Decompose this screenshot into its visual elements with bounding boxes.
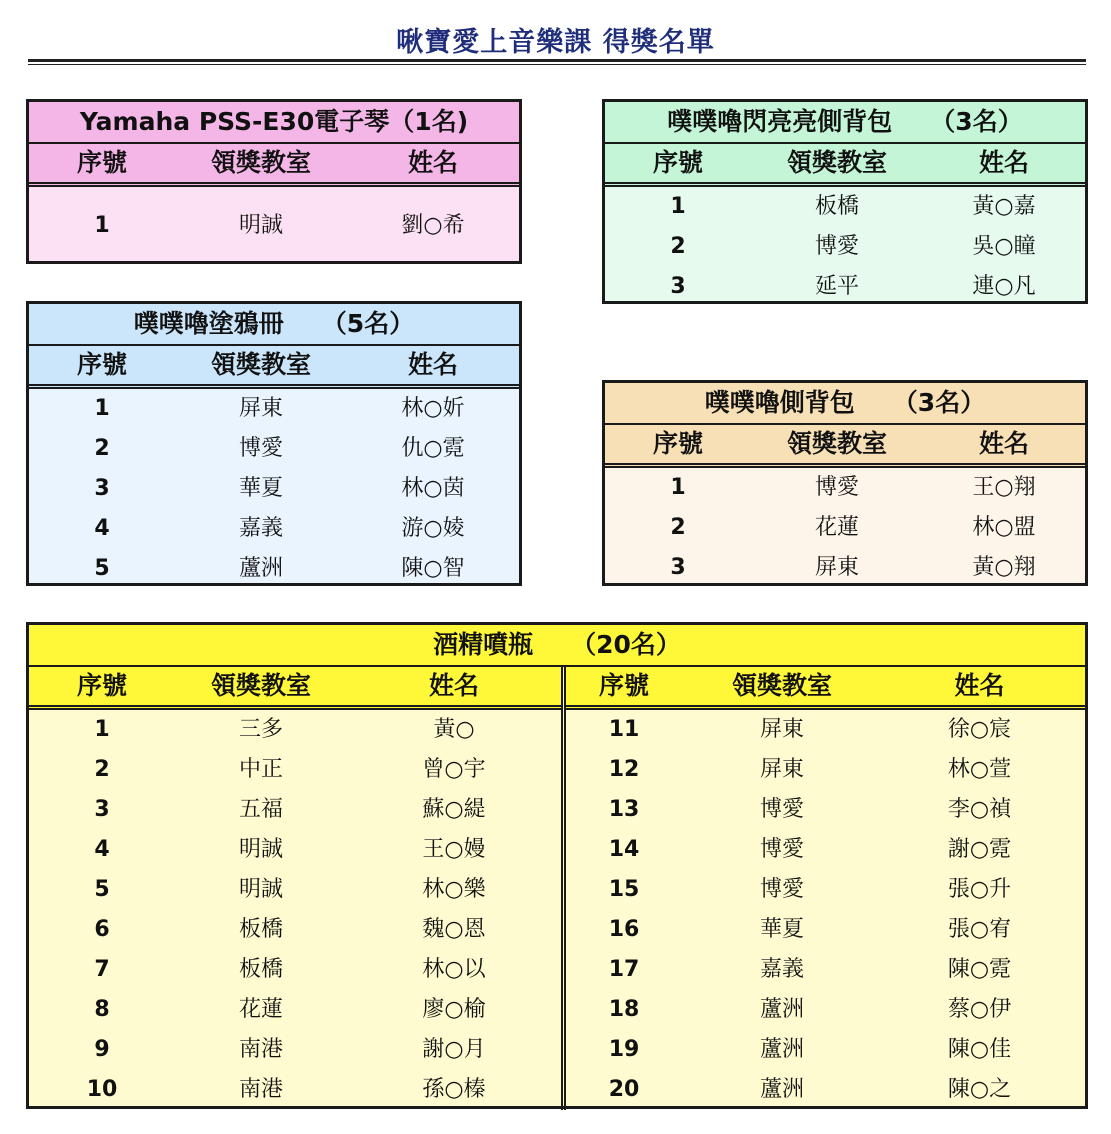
prize-title-main: 酒精噴瓶 xyxy=(433,630,534,659)
winner-row xyxy=(29,187,519,265)
winner-classroom: 明誠 xyxy=(238,877,283,902)
winner-list xyxy=(605,468,1085,588)
winner-classroom: 花蓮 xyxy=(814,515,859,540)
winner-classroom: 明誠 xyxy=(238,213,283,238)
winner-name: 蘇○緹 xyxy=(422,797,486,822)
column-header-row xyxy=(605,425,1085,468)
winner-classroom: 蘆洲 xyxy=(759,1037,804,1062)
winner-row xyxy=(566,1030,1085,1070)
winner-classroom: 屏東 xyxy=(814,555,859,580)
winner-list xyxy=(29,389,519,589)
winner-no: 4 xyxy=(94,516,110,541)
winner-row xyxy=(566,830,1085,870)
winner-row xyxy=(29,429,519,469)
winner-classroom: 華夏 xyxy=(238,476,283,501)
winner-no: 9 xyxy=(94,1037,110,1062)
winner-no: 11 xyxy=(608,717,640,742)
header-name: 姓名 xyxy=(428,671,479,700)
winner-name: 吳○瞳 xyxy=(972,234,1036,259)
prize-title-count: （3名） xyxy=(892,388,986,417)
winner-classroom: 屏東 xyxy=(238,396,283,421)
winner-no: 6 xyxy=(94,917,110,942)
winner-row xyxy=(29,830,561,870)
winner-classroom: 博愛 xyxy=(759,877,804,902)
winner-classroom: 中正 xyxy=(238,757,283,782)
winner-row xyxy=(605,508,1085,548)
winner-no: 13 xyxy=(608,797,640,822)
winner-name: 謝○月 xyxy=(422,1037,486,1062)
prize-title: Yamaha PSS-E30電子琴（1名) xyxy=(29,102,519,144)
winner-name: 林○樂 xyxy=(422,877,486,902)
title-underline-thin xyxy=(28,64,1086,65)
winner-no: 8 xyxy=(94,997,110,1022)
column-header-row xyxy=(605,144,1085,187)
winner-no: 5 xyxy=(94,556,110,581)
prize-table-keyboard xyxy=(26,99,522,264)
winner-name: 魏○恩 xyxy=(422,917,486,942)
winner-no: 1 xyxy=(670,194,686,219)
winner-name: 王○翔 xyxy=(972,475,1036,500)
header-no: 序號 xyxy=(76,148,127,177)
winner-row xyxy=(29,1070,561,1110)
winner-name: 林○茵 xyxy=(401,476,465,501)
winner-no: 3 xyxy=(94,797,110,822)
winner-no: 1 xyxy=(94,396,110,421)
winner-no: 17 xyxy=(608,957,640,982)
winner-name: 黃○嘉 xyxy=(972,194,1036,219)
winner-column-left xyxy=(29,667,566,1110)
winner-row xyxy=(29,790,561,830)
winner-name: 張○宥 xyxy=(947,917,1012,942)
winner-name: 林○萱 xyxy=(947,757,1012,782)
winner-name: 林○盟 xyxy=(972,515,1036,540)
winner-row xyxy=(566,1070,1085,1110)
page-title: 啾寶愛上音樂課 得獎名單 xyxy=(396,27,715,58)
winner-row xyxy=(29,549,519,589)
winner-name: 陳○智 xyxy=(401,556,465,581)
header-name: 姓名 xyxy=(954,671,1005,700)
winner-name: 蔡○伊 xyxy=(947,997,1012,1022)
prize-title-count: （5名） xyxy=(321,309,415,338)
winner-classroom: 蘆洲 xyxy=(759,997,804,1022)
winner-row xyxy=(566,950,1085,990)
prize-title-count: （3名） xyxy=(930,107,1023,136)
header-no: 序號 xyxy=(652,429,703,458)
winner-no: 12 xyxy=(608,757,640,782)
winner-classroom: 五福 xyxy=(238,797,283,822)
winner-name: 陳○佳 xyxy=(947,1037,1012,1062)
winner-name: 謝○霓 xyxy=(947,837,1012,862)
prize-table-sanitizer xyxy=(26,622,1088,1109)
winner-no: 1 xyxy=(670,475,686,500)
column-header-row xyxy=(29,346,519,389)
winner-no: 1 xyxy=(94,717,110,742)
winner-classroom: 屏東 xyxy=(759,757,804,782)
prize-title-count: （20名） xyxy=(571,630,681,659)
winner-no: 2 xyxy=(670,515,686,540)
winner-no: 20 xyxy=(608,1077,640,1102)
title-underline xyxy=(28,59,1086,62)
winner-row xyxy=(605,227,1085,267)
winner-row xyxy=(605,187,1085,227)
winner-column-right xyxy=(566,667,1085,1110)
winner-classroom: 博愛 xyxy=(814,475,859,500)
winner-name: 徐○宸 xyxy=(947,717,1012,742)
winner-list xyxy=(29,187,519,265)
prize-title-main: 噗噗嚕塗鴉冊 xyxy=(133,309,284,338)
winner-name: 李○禎 xyxy=(947,797,1012,822)
winner-list xyxy=(29,710,561,1110)
winner-list xyxy=(605,187,1085,307)
winner-no: 2 xyxy=(94,436,110,461)
winner-no: 18 xyxy=(608,997,640,1022)
prize-title xyxy=(29,625,1085,667)
header-classroom: 領獎教室 xyxy=(731,671,832,700)
winner-no: 14 xyxy=(608,837,640,862)
winner-no: 3 xyxy=(670,274,686,299)
winner-row xyxy=(29,950,561,990)
winner-no: 10 xyxy=(86,1077,118,1102)
winner-list xyxy=(566,710,1085,1110)
winner-classroom: 花蓮 xyxy=(238,997,283,1022)
winner-no: 2 xyxy=(94,757,110,782)
winner-no: 2 xyxy=(670,234,686,259)
winner-no: 15 xyxy=(608,877,640,902)
winner-no: 16 xyxy=(608,917,640,942)
winner-no: 3 xyxy=(670,555,686,580)
winner-classroom: 屏東 xyxy=(759,717,804,742)
winner-no: 7 xyxy=(94,957,110,982)
winner-classroom: 三多 xyxy=(238,717,283,742)
winner-name: 林○妡 xyxy=(401,396,465,421)
winner-name: 劉○希 xyxy=(401,213,465,238)
winner-name: 仇○霓 xyxy=(401,436,465,461)
winner-row xyxy=(29,990,561,1030)
winner-name: 陳○之 xyxy=(947,1077,1012,1102)
winner-classroom: 板橋 xyxy=(814,194,859,219)
winner-no: 1 xyxy=(94,213,110,238)
prize-table-shiny-bag xyxy=(602,99,1088,304)
winner-name: 孫○榛 xyxy=(422,1077,486,1102)
column-header-row xyxy=(29,667,561,710)
winner-name: 曾○宇 xyxy=(422,757,486,782)
winner-classroom: 蘆洲 xyxy=(238,556,283,581)
winner-row xyxy=(566,790,1085,830)
header-no: 序號 xyxy=(76,671,127,700)
winner-row xyxy=(605,267,1085,307)
column-header-row xyxy=(29,144,519,187)
winner-name: 陳○霓 xyxy=(947,957,1012,982)
header-no: 序號 xyxy=(652,148,703,177)
prize-title-main: 噗噗嚕側背包 xyxy=(704,388,855,417)
header-name: 姓名 xyxy=(978,148,1029,177)
winner-classroom: 南港 xyxy=(238,1037,283,1062)
winner-classroom: 博愛 xyxy=(759,837,804,862)
prize-title xyxy=(605,102,1085,144)
winner-no: 19 xyxy=(608,1037,640,1062)
winner-row xyxy=(29,750,561,790)
winner-row xyxy=(566,910,1085,950)
winner-name: 張○升 xyxy=(947,877,1012,902)
header-name: 姓名 xyxy=(978,429,1029,458)
winner-classroom: 嘉義 xyxy=(238,516,283,541)
winner-classroom: 博愛 xyxy=(238,436,283,461)
winner-classroom: 板橋 xyxy=(238,917,283,942)
winner-row xyxy=(605,548,1085,588)
winner-name: 黃○翔 xyxy=(972,555,1036,580)
header-name: 姓名 xyxy=(407,148,458,177)
winner-name: 游○婈 xyxy=(401,516,465,541)
header-classroom: 領獎教室 xyxy=(210,148,311,177)
winner-row xyxy=(29,389,519,429)
winner-row xyxy=(566,870,1085,910)
header-classroom: 領獎教室 xyxy=(786,148,887,177)
winner-classroom: 明誠 xyxy=(238,837,283,862)
winner-classroom: 博愛 xyxy=(814,234,859,259)
header-no: 序號 xyxy=(76,350,127,379)
column-header-row xyxy=(566,667,1085,710)
winner-classroom: 博愛 xyxy=(759,797,804,822)
winner-classroom: 板橋 xyxy=(238,957,283,982)
winner-classroom: 延平 xyxy=(814,274,859,299)
winner-classroom: 華夏 xyxy=(759,917,804,942)
winner-row xyxy=(29,1030,561,1070)
winner-no: 4 xyxy=(94,837,110,862)
winner-row xyxy=(29,710,561,750)
winner-no: 5 xyxy=(94,877,110,902)
prize-table-coloring-book xyxy=(26,301,522,586)
winner-row xyxy=(29,870,561,910)
header-classroom: 領獎教室 xyxy=(210,350,311,379)
prize-title-main: 噗噗嚕閃亮亮側背包 xyxy=(667,107,893,136)
winner-name: 連○凡 xyxy=(972,274,1036,299)
winner-row xyxy=(566,990,1085,1030)
prize-table-side-bag xyxy=(602,380,1088,586)
header-classroom: 領獎教室 xyxy=(210,671,311,700)
header-name: 姓名 xyxy=(407,350,458,379)
winner-name: 王○嫚 xyxy=(422,837,486,862)
header-classroom: 領獎教室 xyxy=(786,429,887,458)
prize-title xyxy=(605,383,1085,425)
winner-no: 3 xyxy=(94,476,110,501)
winner-row xyxy=(605,468,1085,508)
header-no: 序號 xyxy=(598,671,649,700)
winner-row xyxy=(566,750,1085,790)
prize-title xyxy=(29,304,519,346)
winner-classroom: 蘆洲 xyxy=(759,1077,804,1102)
winner-classroom: 南港 xyxy=(238,1077,283,1102)
winner-row xyxy=(29,509,519,549)
winner-name: 林○以 xyxy=(422,957,486,982)
winner-row xyxy=(566,710,1085,750)
winner-row xyxy=(29,469,519,509)
winner-name: 黃○ xyxy=(433,717,475,742)
winner-classroom: 嘉義 xyxy=(759,957,804,982)
winner-name: 廖○榆 xyxy=(422,997,486,1022)
winner-row xyxy=(29,910,561,950)
